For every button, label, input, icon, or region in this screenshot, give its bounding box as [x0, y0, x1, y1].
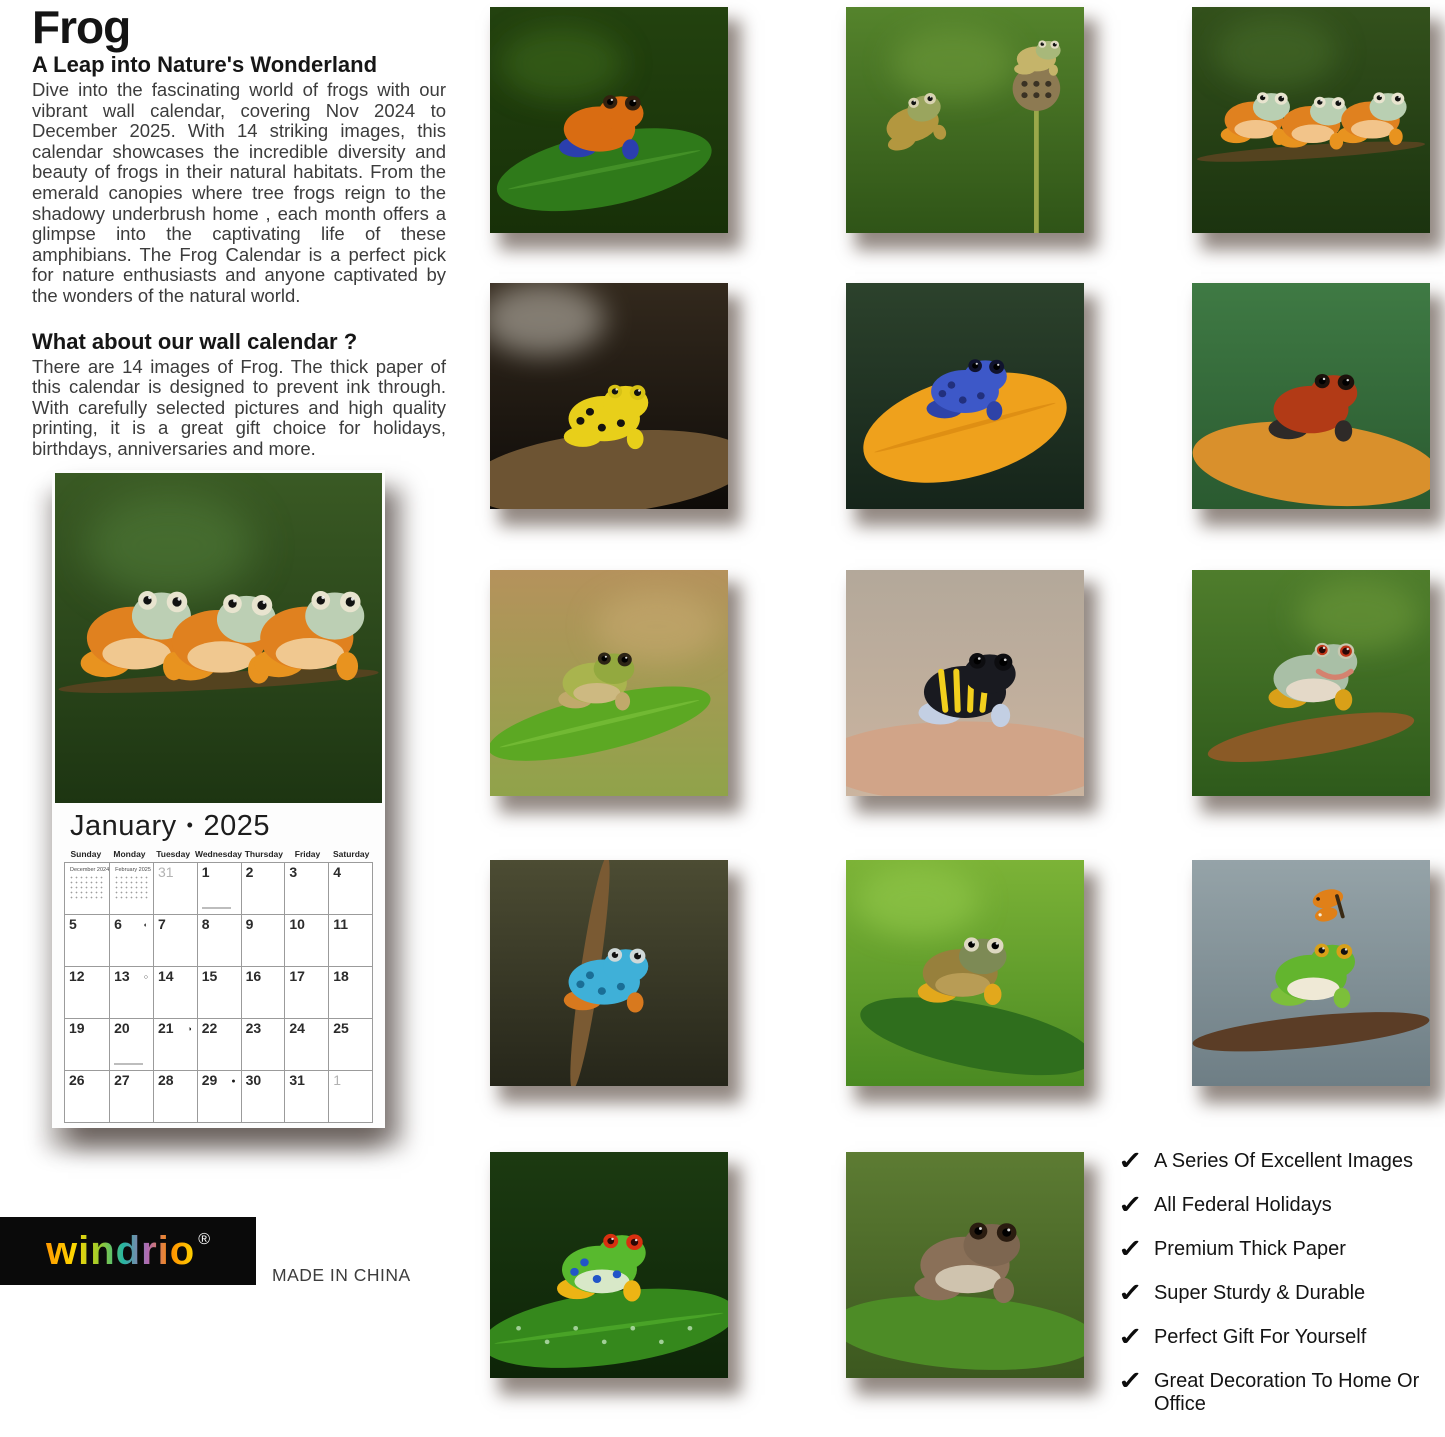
date-number: 27 — [114, 1072, 130, 1088]
calendar-cover-photo — [55, 473, 382, 803]
moon-phase-icon: ● — [231, 1078, 236, 1085]
date-number: 26 — [69, 1072, 85, 1088]
date-number: 1 — [333, 1072, 341, 1088]
mini-month-cell — [65, 863, 110, 915]
frog-photo-9 — [1192, 570, 1430, 796]
date-number: 10 — [289, 916, 305, 932]
date-number: 17 — [289, 968, 305, 984]
checklist-item — [1117, 1323, 1425, 1351]
date-number: 19 — [69, 1020, 85, 1036]
date-number: 28 — [157, 1072, 174, 1088]
calendar-grid — [64, 862, 373, 1123]
frog-photo-10 — [490, 860, 728, 1086]
date-number: 15 — [201, 968, 218, 984]
date-cell — [198, 1019, 242, 1071]
made-in-label: MADE IN CHINA — [272, 1265, 411, 1285]
date-number: 1 — [201, 864, 210, 880]
checkmark-icon: ✓ — [1117, 1147, 1144, 1175]
calendar-page — [64, 810, 373, 1123]
date-number: 25 — [333, 1020, 349, 1036]
checklist-item — [1117, 1191, 1425, 1219]
day-header: Tuesday — [156, 849, 191, 859]
date-number: 2 — [245, 864, 254, 880]
day-header: Saturday — [332, 849, 370, 859]
date-number: 22 — [201, 1020, 218, 1036]
checklist-item-label: Premium Thick Paper — [1153, 1238, 1346, 1260]
date-number: 21 — [157, 1020, 174, 1036]
date-number: 20 — [114, 1020, 130, 1036]
date-cell — [198, 967, 242, 1019]
date-cell — [285, 915, 329, 967]
frog-photo-12 — [1192, 860, 1430, 1086]
frog-photo-8 — [846, 570, 1084, 796]
mini-month-cell — [110, 863, 154, 915]
date-number: 24 — [289, 1020, 305, 1036]
brand-logo — [0, 1217, 256, 1285]
date-number: 6 — [114, 916, 122, 932]
holiday-note — [202, 907, 231, 909]
frog-photo-6 — [1192, 283, 1430, 509]
frog-photo-5 — [846, 283, 1084, 509]
date-number: 18 — [333, 968, 349, 984]
checkmark-icon: ✓ — [1117, 1191, 1144, 1219]
date-number: 11 — [333, 916, 348, 932]
date-number: 29 — [201, 1072, 218, 1088]
frog-photo-11 — [846, 860, 1084, 1086]
brand-name: windrio — [45, 1228, 196, 1273]
checklist-item — [1117, 1367, 1425, 1416]
date-cell — [198, 863, 242, 915]
mini-month-label: December 2024 — [70, 867, 110, 873]
section-body: There are 14 images of Frog. The thick paper of this calendar is designed to prevent ink through. With carefully selected pictures and high quality printing, it is a great gift choice for holidays, birthdays, anniversaries and more. — [32, 355, 446, 459]
product-subtitle: A Leap into Nature's Wonderland — [32, 52, 378, 77]
day-header: Friday — [294, 849, 321, 859]
date-number: 8 — [201, 916, 210, 932]
checkmark-icon: ✓ — [1117, 1323, 1144, 1351]
date-number: 13 — [114, 968, 130, 984]
date-cell — [329, 915, 373, 967]
date-number: 9 — [245, 916, 254, 932]
dot-separator: • — [186, 815, 194, 835]
date-cell — [242, 1019, 286, 1071]
date-cell — [329, 863, 373, 915]
checklist-item-label: A Series Of Excellent Images — [1153, 1150, 1413, 1172]
calendar-month: January — [70, 810, 177, 842]
date-cell — [198, 915, 242, 967]
date-cell — [65, 1019, 110, 1071]
calendar-day-headers — [64, 849, 373, 862]
feature-checklist — [1117, 1147, 1425, 1437]
mini-month-grid — [69, 875, 105, 900]
calendar-month-title — [70, 810, 373, 843]
checklist-item — [1117, 1279, 1425, 1307]
date-number: 31 — [289, 1072, 305, 1088]
frog-photo-13 — [490, 1152, 728, 1378]
frog-photo-7 — [490, 570, 728, 796]
checklist-item-label: All Federal Holidays — [1153, 1194, 1332, 1216]
date-cell — [154, 1019, 198, 1071]
date-cell — [198, 1071, 242, 1123]
date-number: 7 — [157, 916, 166, 932]
frog-photo-3 — [1192, 7, 1430, 233]
brand-area — [0, 1217, 440, 1297]
day-header: Wednesday — [194, 849, 243, 859]
date-cell — [110, 915, 154, 967]
date-number: 12 — [69, 968, 85, 984]
date-cell — [154, 967, 198, 1019]
date-number: 14 — [157, 968, 174, 984]
registered-trademark-icon: ® — [198, 1231, 210, 1248]
holiday-note — [114, 1063, 143, 1065]
day-header: Sunday — [70, 849, 102, 859]
checklist-item-label: Perfect Gift For Yourself — [1153, 1326, 1367, 1348]
checklist-item — [1117, 1147, 1425, 1175]
moon-phase-icon: ◑ — [187, 1026, 192, 1033]
day-header: Monday — [113, 849, 146, 859]
date-cell — [154, 1071, 198, 1123]
frog-photo-2 — [846, 7, 1084, 233]
frog-photo-14 — [846, 1152, 1084, 1378]
date-number: 4 — [333, 864, 341, 880]
date-cell — [65, 1071, 110, 1123]
date-number: 3 — [289, 864, 298, 880]
frog-photo-1 — [490, 7, 728, 233]
checklist-item-label: Great Decoration To Home Or Office — [1153, 1370, 1420, 1415]
date-number: 5 — [69, 916, 77, 932]
checklist-item-label: Super Sturdy & Durable — [1153, 1282, 1366, 1304]
date-number: 23 — [245, 1020, 262, 1036]
date-cell — [329, 1019, 373, 1071]
date-cell — [110, 1019, 154, 1071]
date-cell — [285, 1071, 329, 1123]
date-cell — [242, 967, 286, 1019]
date-cell — [329, 1071, 373, 1123]
date-cell — [285, 863, 329, 915]
calendar-preview — [52, 470, 385, 1128]
date-cell — [285, 967, 329, 1019]
date-cell — [65, 915, 110, 967]
calendar-year: 2025 — [203, 810, 270, 842]
date-number: 16 — [245, 968, 262, 984]
date-cell — [329, 967, 373, 1019]
mini-month-label: February 2025 — [115, 867, 151, 873]
checklist-item — [1117, 1235, 1425, 1263]
checkmark-icon: ✓ — [1117, 1235, 1144, 1263]
date-cell — [65, 967, 110, 1019]
moon-phase-icon: ◐ — [143, 922, 148, 929]
frog-photo-4 — [490, 283, 728, 509]
intro-text-column — [32, 0, 446, 460]
date-cell — [110, 1071, 154, 1123]
date-number: 31 — [157, 864, 174, 880]
date-cell — [110, 967, 154, 1019]
date-cell — [242, 915, 286, 967]
checkmark-icon: ✓ — [1117, 1367, 1144, 1395]
date-cell — [242, 863, 286, 915]
date-cell — [154, 915, 198, 967]
mini-month-grid — [114, 875, 150, 900]
date-number: 30 — [245, 1072, 262, 1088]
date-cell — [242, 1071, 286, 1123]
product-description: Dive into the fascinating world of frogs with our vibrant wall calendar, covering Nov 2024 to December 2025. With 14 striking images, this calendar showcases the incredible diversity and beauty of frogs in their natural habitats. From the emerald canopies where tree frogs reign to the shadowy underbrush home , each month offers a glimpse into the captivating life of these amphibians. The Frog Calendar is a perfect pick for nature enthusiasts and anyone captivated by the wonders of the natural world. — [32, 79, 446, 306]
checkmark-icon: ✓ — [1117, 1279, 1144, 1307]
moon-phase-icon: ○ — [143, 974, 148, 981]
product-title: Frog — [32, 1, 131, 53]
date-cell — [154, 863, 198, 915]
day-header: Thursday — [244, 849, 283, 859]
section-heading: What about our wall calendar ? — [32, 328, 358, 354]
date-cell — [285, 1019, 329, 1071]
